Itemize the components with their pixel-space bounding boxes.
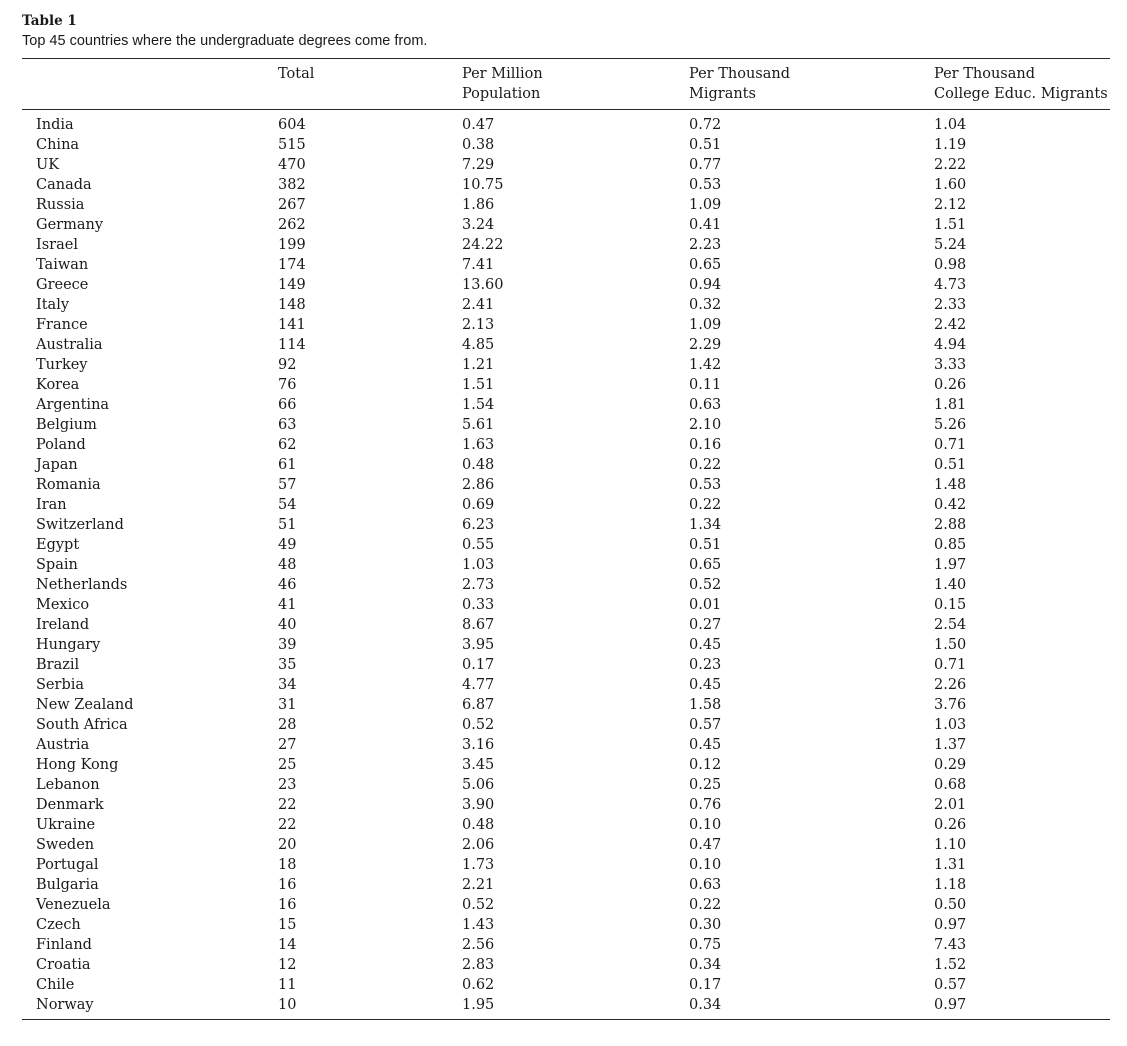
cell-per-thousand-college-migrants: 0.57 [934, 977, 967, 993]
cell-country: Finland [36, 937, 92, 953]
cell-per-million-population: 24.22 [462, 237, 504, 253]
cell-per-million-population: 1.43 [462, 917, 495, 933]
cell-per-million-population: 4.85 [462, 337, 495, 353]
cell-country: Israel [36, 237, 78, 253]
cell-country: Russia [36, 197, 85, 213]
cell-per-thousand-college-migrants: 0.97 [934, 917, 967, 933]
cell-per-million-population: 3.16 [462, 737, 495, 753]
cell-per-thousand-college-migrants: 1.37 [934, 737, 967, 753]
cell-country: Venezuela [36, 897, 111, 913]
header-per-million-population: Per Million Population [462, 66, 543, 102]
cell-per-thousand-college-migrants: 5.24 [934, 237, 967, 253]
cell-country: Italy [36, 297, 70, 313]
cell-per-thousand-college-migrants: 2.12 [934, 197, 967, 213]
cell-per-thousand-migrants: 0.65 [689, 257, 722, 273]
cell-per-thousand-migrants: 0.01 [689, 597, 722, 613]
cell-per-million-population: 2.86 [462, 477, 495, 493]
cell-per-million-population: 6.23 [462, 517, 495, 533]
cell-country: France [36, 317, 88, 333]
cell-per-million-population: 1.95 [462, 997, 495, 1013]
cell-per-million-population: 6.87 [462, 697, 495, 713]
cell-total: 20 [278, 837, 297, 853]
cell-per-thousand-migrants: 0.51 [689, 137, 722, 153]
cell-total: 23 [278, 777, 297, 793]
cell-per-thousand-college-migrants: 1.60 [934, 177, 967, 193]
cell-per-thousand-college-migrants: 4.73 [934, 277, 967, 293]
top-rule [22, 58, 1110, 59]
cell-per-thousand-migrants: 0.63 [689, 877, 722, 893]
table-row [0, 395, 1127, 415]
cell-country: Serbia [36, 677, 85, 693]
cell-country: India [36, 117, 74, 133]
cell-per-thousand-migrants: 0.22 [689, 897, 722, 913]
table-row [0, 295, 1127, 315]
cell-total: 76 [278, 377, 297, 393]
table-row [0, 235, 1127, 255]
cell-total: 10 [278, 997, 297, 1013]
cell-total: 22 [278, 797, 297, 813]
cell-country: Spain [36, 557, 78, 573]
cell-per-thousand-college-migrants: 1.50 [934, 637, 967, 653]
cell-per-million-population: 2.41 [462, 297, 495, 313]
cell-per-thousand-college-migrants: 1.48 [934, 477, 967, 493]
cell-total: 49 [278, 537, 297, 553]
cell-per-thousand-college-migrants: 1.04 [934, 117, 967, 133]
table-row [0, 255, 1127, 275]
cell-per-million-population: 1.63 [462, 437, 495, 453]
cell-per-million-population: 5.61 [462, 417, 495, 433]
cell-per-thousand-migrants: 2.29 [689, 337, 722, 353]
cell-total: 149 [278, 277, 306, 293]
table-row [0, 355, 1127, 375]
cell-per-million-population: 7.41 [462, 257, 495, 273]
table-row [0, 855, 1127, 875]
cell-country: Ireland [36, 617, 90, 633]
cell-per-million-population: 8.67 [462, 617, 495, 633]
table-row [0, 655, 1127, 675]
cell-per-thousand-college-migrants: 0.97 [934, 997, 967, 1013]
cell-per-thousand-migrants: 0.45 [689, 637, 722, 653]
cell-per-thousand-migrants: 1.09 [689, 317, 722, 333]
cell-per-million-population: 10.75 [462, 177, 504, 193]
cell-per-million-population: 0.55 [462, 537, 495, 553]
cell-per-million-population: 1.51 [462, 377, 495, 393]
table-row [0, 995, 1127, 1015]
cell-per-thousand-college-migrants: 1.10 [934, 837, 967, 853]
table-label: Table 1 [22, 13, 77, 29]
cell-per-million-population: 7.29 [462, 157, 495, 173]
cell-per-million-population: 0.33 [462, 597, 495, 613]
cell-country: UK [36, 157, 60, 173]
table-row [0, 215, 1127, 235]
table-row [0, 475, 1127, 495]
cell-per-thousand-migrants: 0.12 [689, 757, 722, 773]
cell-per-thousand-migrants: 0.53 [689, 177, 722, 193]
cell-total: 40 [278, 617, 297, 633]
cell-per-million-population: 0.38 [462, 137, 495, 153]
cell-country: Taiwan [36, 257, 89, 273]
table-row [0, 675, 1127, 695]
cell-per-thousand-migrants: 0.65 [689, 557, 722, 573]
cell-country: Croatia [36, 957, 91, 973]
cell-per-thousand-migrants: 0.25 [689, 777, 722, 793]
cell-per-million-population: 3.90 [462, 797, 495, 813]
cell-per-thousand-college-migrants: 2.26 [934, 677, 967, 693]
cell-total: 41 [278, 597, 297, 613]
table-row [0, 875, 1127, 895]
cell-per-million-population: 1.03 [462, 557, 495, 573]
cell-total: 16 [278, 897, 297, 913]
cell-country: Lebanon [36, 777, 100, 793]
table-row [0, 935, 1127, 955]
cell-per-million-population: 0.52 [462, 897, 495, 913]
cell-per-thousand-migrants: 0.45 [689, 677, 722, 693]
table-row [0, 615, 1127, 635]
cell-per-thousand-college-migrants: 0.71 [934, 657, 967, 673]
cell-per-thousand-college-migrants: 0.85 [934, 537, 967, 553]
table-title: Top 45 countries where the undergraduate degrees come from. [22, 33, 428, 49]
table-row [0, 695, 1127, 715]
cell-per-thousand-migrants: 1.42 [689, 357, 722, 373]
table-row [0, 895, 1127, 915]
cell-total: 604 [278, 117, 306, 133]
cell-per-thousand-college-migrants: 0.42 [934, 497, 967, 513]
cell-total: 18 [278, 857, 297, 873]
cell-per-thousand-migrants: 0.51 [689, 537, 722, 553]
cell-country: Hong Kong [36, 757, 119, 773]
cell-per-thousand-migrants: 0.16 [689, 437, 722, 453]
cell-per-million-population: 0.48 [462, 817, 495, 833]
cell-country: Denmark [36, 797, 104, 813]
cell-per-million-population: 4.77 [462, 677, 495, 693]
cell-per-thousand-college-migrants: 0.26 [934, 377, 967, 393]
cell-per-thousand-college-migrants: 2.42 [934, 317, 967, 333]
cell-total: 267 [278, 197, 306, 213]
cell-per-million-population: 2.56 [462, 937, 495, 953]
cell-total: 141 [278, 317, 306, 333]
cell-total: 51 [278, 517, 297, 533]
cell-per-thousand-college-migrants: 0.51 [934, 457, 967, 473]
cell-country: China [36, 137, 80, 153]
table-row [0, 955, 1127, 975]
cell-per-thousand-college-migrants: 1.03 [934, 717, 967, 733]
cell-country: Portugal [36, 857, 99, 873]
cell-per-thousand-migrants: 0.53 [689, 477, 722, 493]
cell-per-thousand-migrants: 1.58 [689, 697, 722, 713]
cell-per-thousand-migrants: 0.22 [689, 457, 722, 473]
cell-per-thousand-college-migrants: 3.33 [934, 357, 967, 373]
bottom-rule [22, 1019, 1110, 1020]
cell-per-million-population: 2.21 [462, 877, 495, 893]
cell-total: 48 [278, 557, 297, 573]
table-row [0, 915, 1127, 935]
cell-country: Romania [36, 477, 101, 493]
table-row [0, 975, 1127, 995]
cell-per-million-population: 2.13 [462, 317, 495, 333]
cell-total: 57 [278, 477, 297, 493]
cell-country: Argentina [36, 397, 110, 413]
cell-country: Egypt [36, 537, 80, 553]
cell-per-thousand-college-migrants: 1.18 [934, 877, 967, 893]
cell-total: 262 [278, 217, 306, 233]
cell-per-thousand-college-migrants: 4.94 [934, 337, 967, 353]
cell-total: 515 [278, 137, 306, 153]
cell-country: Austria [36, 737, 90, 753]
cell-per-thousand-migrants: 0.57 [689, 717, 722, 733]
cell-per-million-population: 3.24 [462, 217, 495, 233]
cell-total: 114 [278, 337, 306, 353]
cell-per-million-population: 1.86 [462, 197, 495, 213]
cell-per-thousand-college-migrants: 0.29 [934, 757, 967, 773]
table-row [0, 115, 1127, 135]
cell-country: Bulgaria [36, 877, 99, 893]
table-row [0, 635, 1127, 655]
cell-per-thousand-migrants: 0.45 [689, 737, 722, 753]
cell-per-thousand-college-migrants: 1.51 [934, 217, 967, 233]
table-row [0, 575, 1127, 595]
cell-country: Turkey [36, 357, 88, 373]
cell-per-thousand-college-migrants: 1.31 [934, 857, 967, 873]
cell-per-million-population: 2.06 [462, 837, 495, 853]
table-row [0, 275, 1127, 295]
cell-per-thousand-migrants: 2.23 [689, 237, 722, 253]
cell-per-thousand-migrants: 2.10 [689, 417, 722, 433]
cell-total: 31 [278, 697, 297, 713]
cell-country: Ukraine [36, 817, 96, 833]
cell-per-thousand-college-migrants: 0.98 [934, 257, 967, 273]
cell-total: 174 [278, 257, 306, 273]
cell-country: Japan [36, 457, 78, 473]
cell-per-million-population: 3.45 [462, 757, 495, 773]
cell-country: Switzerland [36, 517, 124, 533]
cell-country: Greece [36, 277, 89, 293]
table-row [0, 335, 1127, 355]
table-row [0, 495, 1127, 515]
cell-total: 63 [278, 417, 297, 433]
cell-country: Czech [36, 917, 81, 933]
cell-per-million-population: 1.54 [462, 397, 495, 413]
cell-per-million-population: 0.62 [462, 977, 495, 993]
cell-per-thousand-college-migrants: 1.40 [934, 577, 967, 593]
cell-per-thousand-migrants: 0.27 [689, 617, 722, 633]
cell-country: Germany [36, 217, 104, 233]
cell-per-thousand-migrants: 0.11 [689, 377, 722, 393]
cell-country: Canada [36, 177, 92, 193]
cell-per-thousand-college-migrants: 7.43 [934, 937, 967, 953]
table-row [0, 835, 1127, 855]
header-total: Total [278, 66, 315, 82]
cell-per-million-population: 1.21 [462, 357, 495, 373]
table-row [0, 775, 1127, 795]
cell-per-thousand-migrants: 0.30 [689, 917, 722, 933]
cell-per-million-population: 0.47 [462, 117, 495, 133]
table-row [0, 175, 1127, 195]
table-row [0, 735, 1127, 755]
table-row [0, 135, 1127, 155]
cell-country: Norway [36, 997, 94, 1013]
cell-per-thousand-college-migrants: 1.81 [934, 397, 967, 413]
cell-per-thousand-migrants: 0.52 [689, 577, 722, 593]
cell-per-thousand-college-migrants: 3.76 [934, 697, 967, 713]
cell-country: Brazil [36, 657, 80, 673]
cell-per-million-population: 0.48 [462, 457, 495, 473]
cell-per-thousand-migrants: 1.09 [689, 197, 722, 213]
cell-per-thousand-college-migrants: 2.22 [934, 157, 967, 173]
cell-per-thousand-migrants: 0.32 [689, 297, 722, 313]
cell-per-thousand-college-migrants: 2.88 [934, 517, 967, 533]
table-body [0, 115, 1127, 1015]
cell-total: 34 [278, 677, 297, 693]
table-row [0, 535, 1127, 555]
cell-per-thousand-migrants: 0.22 [689, 497, 722, 513]
cell-per-thousand-college-migrants: 0.71 [934, 437, 967, 453]
table-row [0, 155, 1127, 175]
cell-per-million-population: 3.95 [462, 637, 495, 653]
cell-country: Mexico [36, 597, 90, 613]
table-row [0, 755, 1127, 775]
cell-per-thousand-migrants: 0.34 [689, 957, 722, 973]
cell-total: 15 [278, 917, 297, 933]
cell-per-million-population: 1.73 [462, 857, 495, 873]
cell-total: 62 [278, 437, 297, 453]
cell-country: Australia [36, 337, 103, 353]
cell-country: Korea [36, 377, 80, 393]
cell-country: New Zealand [36, 697, 134, 713]
cell-total: 66 [278, 397, 297, 413]
cell-per-million-population: 0.69 [462, 497, 495, 513]
cell-country: Iran [36, 497, 67, 513]
cell-per-thousand-college-migrants: 5.26 [934, 417, 967, 433]
cell-per-thousand-migrants: 0.76 [689, 797, 722, 813]
cell-per-thousand-college-migrants: 0.68 [934, 777, 967, 793]
cell-per-thousand-migrants: 0.75 [689, 937, 722, 953]
cell-total: 92 [278, 357, 297, 373]
table-row [0, 195, 1127, 215]
cell-per-thousand-migrants: 0.94 [689, 277, 722, 293]
cell-per-thousand-migrants: 0.72 [689, 117, 722, 133]
cell-per-thousand-college-migrants: 2.33 [934, 297, 967, 313]
cell-per-million-population: 2.73 [462, 577, 495, 593]
cell-per-million-population: 5.06 [462, 777, 495, 793]
cell-country: Poland [36, 437, 86, 453]
table-row [0, 435, 1127, 455]
cell-total: 22 [278, 817, 297, 833]
cell-per-thousand-college-migrants: 2.01 [934, 797, 967, 813]
cell-total: 35 [278, 657, 297, 673]
cell-total: 12 [278, 957, 297, 973]
cell-country: Belgium [36, 417, 97, 433]
cell-per-thousand-migrants: 0.63 [689, 397, 722, 413]
cell-total: 39 [278, 637, 297, 653]
cell-per-million-population: 13.60 [462, 277, 504, 293]
cell-total: 46 [278, 577, 297, 593]
header-per-thousand-migrants: Per Thousand Migrants [689, 66, 791, 102]
cell-total: 11 [278, 977, 297, 993]
table-row [0, 815, 1127, 835]
header-rule [22, 109, 1110, 110]
table-row [0, 315, 1127, 335]
cell-per-thousand-college-migrants: 1.19 [934, 137, 967, 153]
cell-total: 470 [278, 157, 306, 173]
cell-per-thousand-migrants: 0.77 [689, 157, 722, 173]
cell-per-million-population: 2.83 [462, 957, 495, 973]
cell-total: 28 [278, 717, 297, 733]
table-row [0, 795, 1127, 815]
cell-country: Hungary [36, 637, 101, 653]
table-header [0, 64, 1127, 108]
cell-total: 16 [278, 877, 297, 893]
table-row [0, 515, 1127, 535]
cell-total: 382 [278, 177, 306, 193]
cell-total: 54 [278, 497, 297, 513]
header-per-thousand-college-migrants: Per Thousand College Educ. Migrants [934, 66, 1108, 102]
cell-per-thousand-college-migrants: 1.52 [934, 957, 967, 973]
cell-total: 27 [278, 737, 297, 753]
cell-per-thousand-migrants: 0.47 [689, 837, 722, 853]
cell-per-thousand-migrants: 0.10 [689, 817, 722, 833]
table-caption [22, 11, 427, 51]
cell-per-thousand-college-migrants: 1.97 [934, 557, 967, 573]
cell-total: 25 [278, 757, 297, 773]
cell-total: 61 [278, 457, 297, 473]
cell-country: South Africa [36, 717, 128, 733]
cell-country: Netherlands [36, 577, 128, 593]
cell-per-thousand-college-migrants: 0.50 [934, 897, 967, 913]
table-row [0, 375, 1127, 395]
cell-per-thousand-migrants: 0.17 [689, 977, 722, 993]
cell-country: Chile [36, 977, 75, 993]
cell-per-thousand-migrants: 0.10 [689, 857, 722, 873]
cell-total: 14 [278, 937, 297, 953]
table-row [0, 415, 1127, 435]
cell-per-thousand-college-migrants: 0.26 [934, 817, 967, 833]
cell-per-million-population: 0.17 [462, 657, 495, 673]
table-row [0, 715, 1127, 735]
cell-per-thousand-migrants: 0.34 [689, 997, 722, 1013]
cell-country: Sweden [36, 837, 95, 853]
cell-per-million-population: 0.52 [462, 717, 495, 733]
cell-per-thousand-college-migrants: 0.15 [934, 597, 967, 613]
cell-per-thousand-college-migrants: 2.54 [934, 617, 967, 633]
cell-per-thousand-migrants: 0.23 [689, 657, 722, 673]
cell-per-thousand-migrants: 0.41 [689, 217, 722, 233]
table-row [0, 455, 1127, 475]
cell-total: 199 [278, 237, 306, 253]
cell-per-thousand-migrants: 1.34 [689, 517, 722, 533]
cell-total: 148 [278, 297, 306, 313]
table-row [0, 595, 1127, 615]
table-row [0, 555, 1127, 575]
